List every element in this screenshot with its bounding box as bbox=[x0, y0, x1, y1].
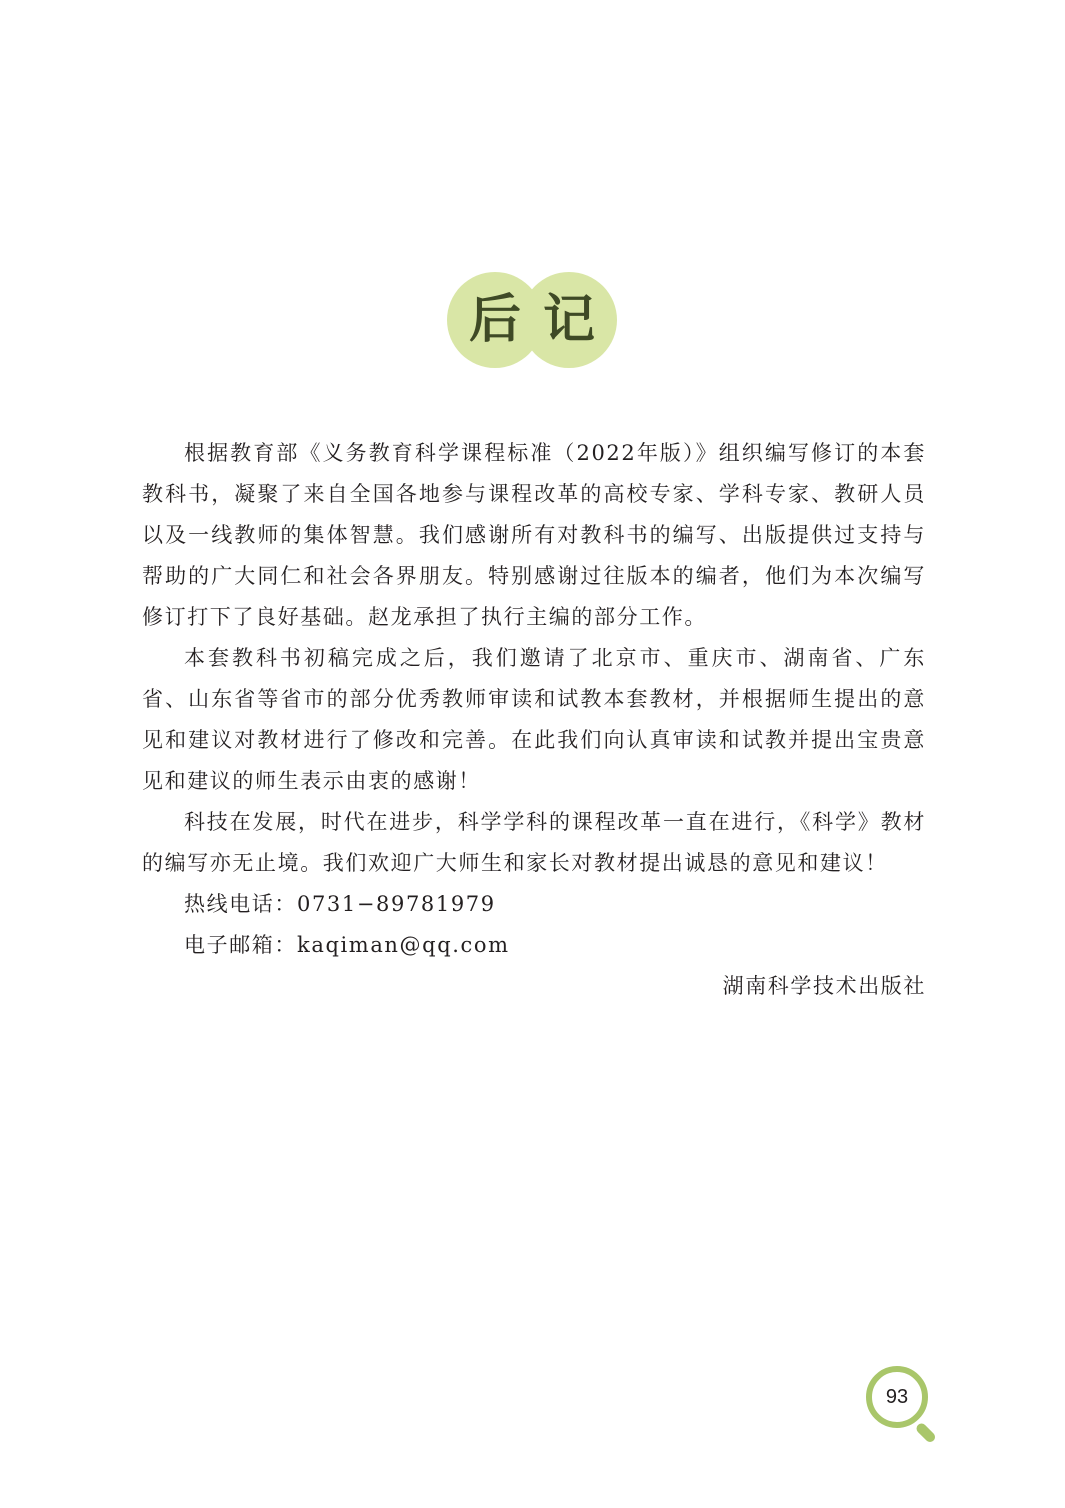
paragraph-1: 根据教育部《义务教育科学课程标准（2022年版）》组织编写修订的本套教科书，凝聚了来自全国各地参与课程改革的高校专家、学科专家、教研人员以及一线教师的集体智慧。我们感谢所有对教科书的编写、出版提供过支持与帮助的广大同仁和社会各界朋友。特别感谢过往版本的编者，他们为本次编写修订打下了良好基础。赵龙承担了执行主编的部分工作。 bbox=[142, 441, 926, 629]
title-badge bbox=[447, 272, 617, 368]
email-line: 电子邮箱：kaqiman@qq.com bbox=[184, 933, 510, 957]
body-text bbox=[142, 433, 926, 1007]
title-char-1: 后 bbox=[468, 290, 521, 350]
paragraph-2: 本套教科书初稿完成之后，我们邀请了北京市、重庆市、湖南省、广东省、山东省等省市的部分优秀教师审读和试教本套教材，并根据师生提出的意见和建议对教材进行了修改和完善。在此我们向认真审读和试教并提出宝贵意见和建议的师生表示由衷的感谢！ bbox=[142, 646, 926, 793]
publisher-name: 湖南科学技术出版社 bbox=[722, 974, 926, 998]
page-number: 93 bbox=[885, 1386, 909, 1408]
page-number-magnifier-icon bbox=[866, 1366, 946, 1446]
paragraph-3: 科技在发展，时代在进步，科学学科的课程改革一直在进行，《科学》教材的编写亦无止境。我们欢迎广大师生和家长对教材提出诚恳的意见和建议！ bbox=[142, 810, 926, 875]
hotline-line: 热线电话：0731−89781979 bbox=[184, 892, 496, 916]
magnifier-handle bbox=[914, 1421, 937, 1444]
title-char-2: 记 bbox=[542, 290, 595, 350]
